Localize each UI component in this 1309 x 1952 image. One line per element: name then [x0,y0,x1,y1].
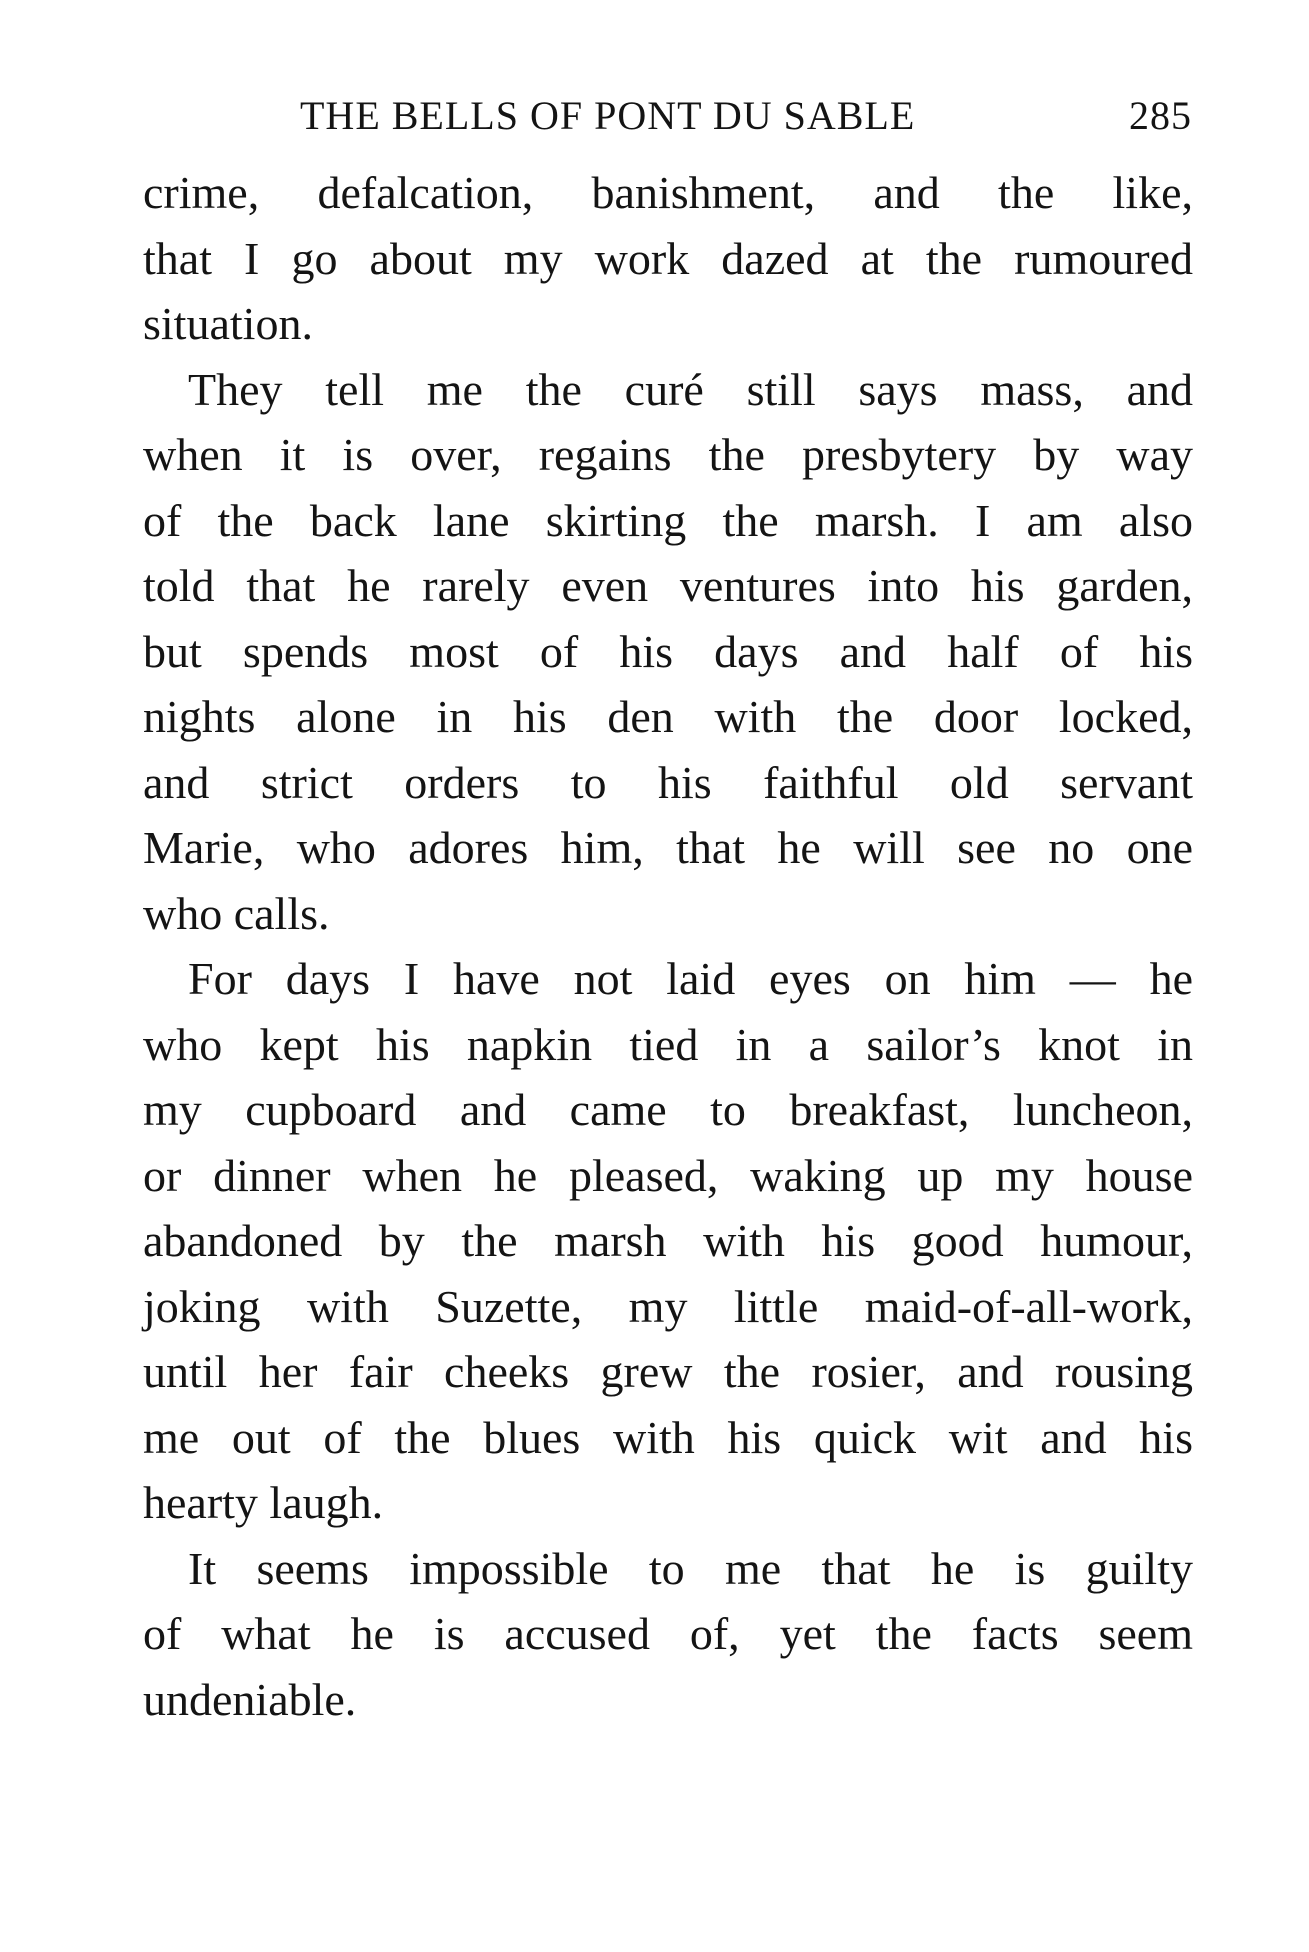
text-line: told that he rarely even ventures into his garden, [143,560,1193,611]
body-text [143,160,1193,1732]
text-line: and strict orders to his faithful old servant [143,756,1193,808]
text-line: who kept his napkin tied in a sailor’s knot in [143,1018,1193,1070]
text-line: when it is over, regains the presbytery by way [143,429,1193,480]
paragraph-4 [143,1536,1193,1733]
text-line: of what he is accused of, yet the facts seem [143,1608,1193,1659]
text-line: who calls. [143,887,330,939]
text-line: situation. [143,298,313,349]
text-line: hearty laugh. [143,1477,384,1528]
text-line: It seems impossible to me that he is guilty [188,1542,1193,1594]
text-line: For days I have not laid eyes on him — he [188,953,1193,1004]
text-line: until her fair cheeks grew the rosier, and rousing [143,1346,1193,1397]
running-title: THE BELLS OF PONT DU SABLE [300,93,916,138]
text-line: of the back lane skirting the marsh. I am also [143,494,1193,546]
running-head [140,92,1192,142]
text-line: Marie, who adores him, that he will see no one [143,822,1193,873]
text-line: or dinner when he pleased, waking up my house [143,1149,1193,1201]
paragraph-1 [143,160,1193,357]
text-line: abandoned by the marsh with his good humour, [143,1215,1193,1266]
text-line: crime, defalcation, banishment, and the like, [143,167,1193,218]
text-line: but spends most of his days and half of his [143,625,1193,677]
text-line: nights alone in his den with the door locked, [143,691,1193,742]
text-line: that I go about my work dazed at the rumoured [143,232,1193,284]
text-line: They tell me the curé still says mass, and [188,363,1193,415]
text-line: me out of the blues with his quick wit and his [143,1411,1193,1463]
page-number: 285 [1129,93,1192,138]
text-line: joking with Suzette, my little maid-of-all-work, [143,1280,1193,1332]
text-line: undeniable. [143,1673,357,1725]
text-line: my cupboard and came to breakfast, luncheon, [143,1084,1193,1135]
paragraph-3 [143,946,1193,1536]
paragraph-2 [143,357,1193,947]
